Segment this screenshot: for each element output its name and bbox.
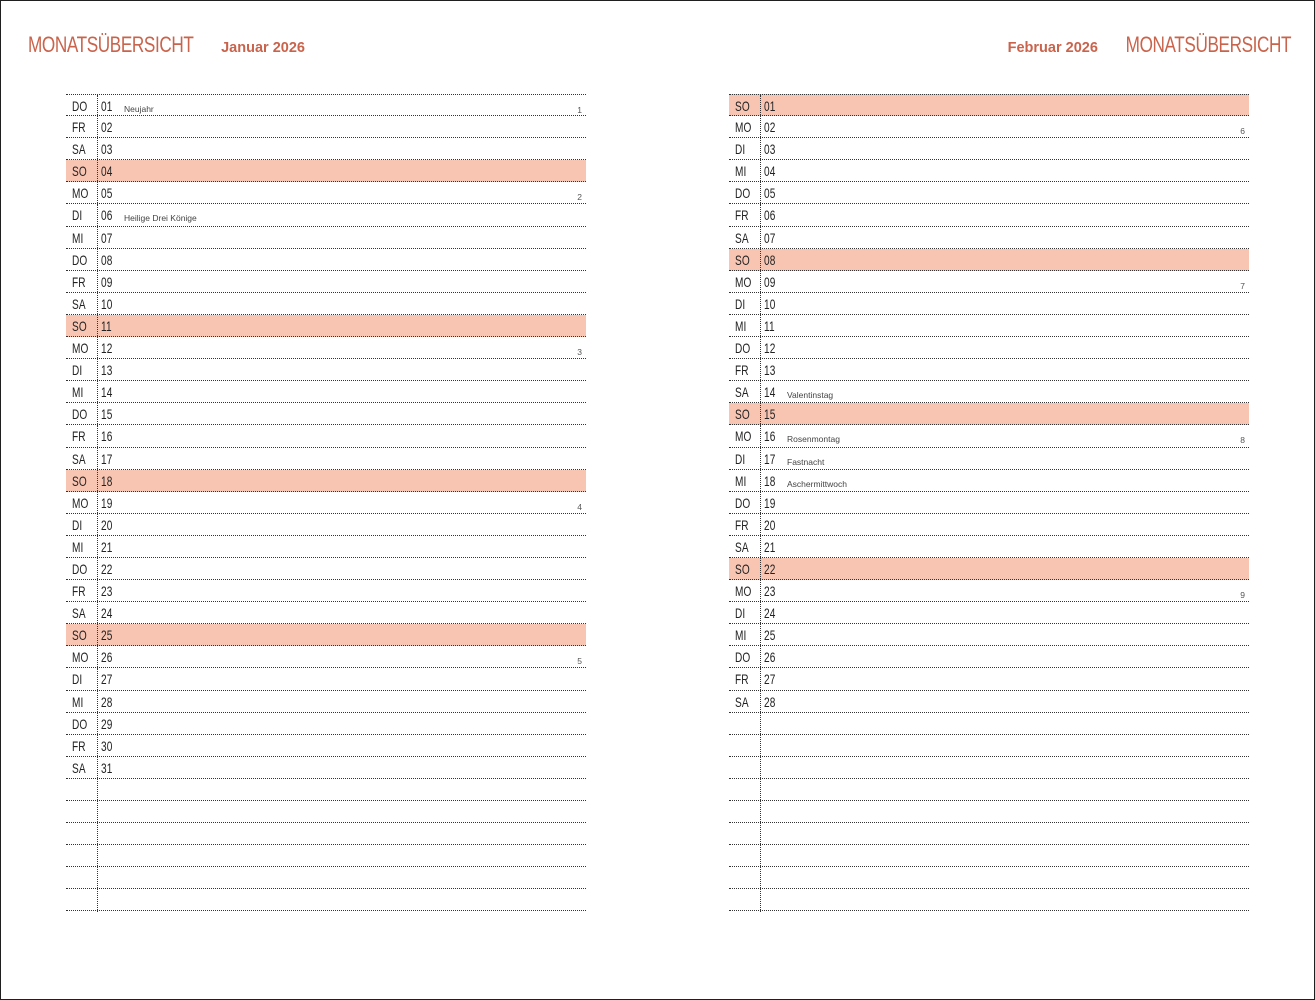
weekday-label: DI [735, 295, 746, 312]
day-number: 05 [101, 185, 113, 202]
weekday-label: DI [735, 450, 746, 467]
day-row [729, 315, 1249, 337]
weekday-label: DI [72, 362, 83, 379]
day-number: 02 [101, 119, 113, 136]
column-divider [97, 558, 98, 581]
column-divider [97, 470, 98, 493]
day-number: 12 [101, 340, 113, 357]
day-row [729, 536, 1249, 558]
day-row [729, 558, 1249, 580]
column-divider [760, 536, 761, 559]
weekday-label: MO [72, 185, 89, 202]
day-row [729, 271, 1249, 293]
day-row [729, 204, 1249, 226]
column-divider [760, 558, 761, 581]
weekday-label: MI [72, 384, 84, 401]
day-row [729, 337, 1249, 359]
column-divider [760, 315, 761, 338]
day-number: 21 [101, 538, 113, 555]
day-row [729, 514, 1249, 536]
column-divider [760, 337, 761, 360]
empty-row [729, 713, 1249, 735]
weekday-label: DO [72, 98, 88, 114]
day-row [66, 757, 586, 779]
weekday-label: SO [72, 163, 87, 180]
day-row [66, 293, 586, 315]
column-divider [760, 624, 761, 647]
weekday-label: DI [72, 671, 83, 688]
day-number: 04 [764, 163, 776, 180]
day-number: 19 [764, 494, 776, 511]
day-number: 01 [101, 98, 113, 114]
day-row [66, 271, 586, 293]
column-divider [97, 227, 98, 250]
column-divider [97, 735, 98, 758]
weekday-label: FR [72, 119, 86, 136]
column-divider [760, 95, 761, 117]
day-number: 23 [764, 583, 776, 600]
column-divider [760, 867, 761, 890]
column-divider [97, 403, 98, 426]
column-divider [760, 160, 761, 183]
day-number: 07 [101, 229, 113, 246]
day-row [66, 646, 586, 668]
column-divider [97, 691, 98, 714]
weekday-label: DO [735, 494, 751, 511]
day-row [66, 580, 586, 602]
column-divider [760, 801, 761, 824]
column-divider [97, 381, 98, 404]
day-row [729, 691, 1249, 713]
day-row [729, 668, 1249, 690]
weekday-label: DI [735, 141, 746, 158]
column-divider [760, 116, 761, 139]
column-divider [760, 602, 761, 625]
weekday-label: MO [735, 273, 752, 290]
day-number: 16 [764, 428, 776, 445]
empty-row [729, 801, 1249, 823]
weekday-label: MI [735, 317, 747, 334]
day-number: 10 [101, 295, 113, 312]
column-divider [97, 448, 98, 471]
day-number: 31 [101, 759, 113, 776]
weekday-label: DO [735, 185, 751, 202]
empty-row [729, 889, 1249, 911]
column-divider [760, 713, 761, 736]
column-divider [97, 249, 98, 272]
week-number: 8 [1240, 435, 1245, 446]
weekday-label: MI [72, 693, 84, 710]
day-row [66, 204, 586, 226]
day-row [729, 94, 1249, 116]
day-number: 20 [101, 516, 113, 533]
column-divider [97, 779, 98, 802]
weekday-label: SO [72, 472, 87, 489]
column-divider [97, 624, 98, 647]
weekday-label: SA [735, 538, 749, 555]
day-list [729, 94, 1249, 911]
column-divider [760, 757, 761, 780]
day-number: 11 [764, 317, 775, 334]
day-row [66, 227, 586, 249]
day-row [66, 713, 586, 735]
day-number: 28 [101, 693, 113, 710]
column-divider [97, 536, 98, 559]
day-number: 22 [764, 560, 776, 577]
weekday-label: SA [72, 141, 86, 158]
day-row [729, 602, 1249, 624]
weekday-label: SA [735, 384, 749, 401]
day-row [729, 580, 1249, 602]
day-row [66, 425, 586, 447]
day-number: 14 [101, 384, 113, 401]
day-row [729, 116, 1249, 138]
weekday-label: MI [735, 627, 747, 644]
day-number: 23 [101, 583, 113, 600]
day-row [729, 227, 1249, 249]
day-row [66, 249, 586, 271]
weekday-label: FR [735, 362, 749, 379]
weekday-label: MI [735, 472, 747, 489]
day-number: 25 [101, 627, 113, 644]
day-number: 11 [101, 317, 112, 334]
weekday-label: FR [735, 207, 749, 224]
week-number: 9 [1240, 590, 1245, 601]
empty-row [66, 889, 586, 911]
column-divider [760, 580, 761, 603]
day-row [66, 536, 586, 558]
weekday-label: DO [72, 560, 88, 577]
day-number: 24 [101, 605, 113, 622]
weekday-label: FR [72, 583, 86, 600]
column-divider [97, 867, 98, 890]
weekday-label: FR [735, 516, 749, 533]
day-row [66, 492, 586, 514]
weekday-label: DO [735, 649, 751, 666]
empty-row [66, 845, 586, 867]
column-divider [97, 823, 98, 846]
column-divider [760, 227, 761, 250]
column-divider [760, 668, 761, 691]
weekday-label: MO [72, 494, 89, 511]
day-number: 26 [101, 649, 113, 666]
day-number: 27 [101, 671, 113, 688]
weekday-label: DO [72, 251, 88, 268]
weekday-label: SA [735, 693, 749, 710]
column-divider [97, 492, 98, 515]
weekday-label: SO [735, 560, 750, 577]
column-divider [760, 271, 761, 294]
column-divider [97, 514, 98, 537]
day-row [729, 249, 1249, 271]
weekday-label: MI [72, 538, 84, 555]
day-row [66, 116, 586, 138]
column-divider [97, 801, 98, 824]
weekday-label: DO [72, 406, 88, 423]
weekday-label: SA [72, 605, 86, 622]
day-number: 07 [764, 229, 776, 246]
holiday-label: Neujahr [124, 104, 154, 114]
column-divider [760, 691, 761, 714]
day-number: 26 [764, 649, 776, 666]
day-number: 03 [101, 141, 113, 158]
column-divider [97, 889, 98, 912]
weekday-label: SA [72, 295, 86, 312]
month-title: Januar 2026 [221, 40, 305, 56]
page-header [28, 32, 305, 58]
day-row [729, 425, 1249, 447]
day-number: 18 [764, 472, 776, 489]
day-number: 13 [764, 362, 776, 379]
day-row [66, 514, 586, 536]
column-divider [97, 845, 98, 868]
empty-row [729, 735, 1249, 757]
empty-row [66, 867, 586, 889]
column-divider [97, 138, 98, 161]
week-number: 4 [577, 501, 582, 512]
page-header [1008, 32, 1291, 58]
weekday-label: FR [735, 671, 749, 688]
column-divider [760, 182, 761, 205]
day-row [729, 403, 1249, 425]
column-divider [97, 95, 98, 117]
weekday-label: DO [72, 715, 88, 732]
column-divider [760, 138, 761, 161]
week-number: 5 [577, 656, 582, 667]
day-number: 16 [101, 428, 113, 445]
weekday-label: SA [72, 759, 86, 776]
empty-row [729, 779, 1249, 801]
column-divider [760, 425, 761, 448]
day-number: 20 [764, 516, 776, 533]
day-number: 25 [764, 627, 776, 644]
day-row [66, 138, 586, 160]
weekday-label: MI [72, 229, 84, 246]
column-divider [97, 580, 98, 603]
column-divider [97, 204, 98, 227]
day-number: 12 [764, 340, 776, 357]
weekday-label: DI [72, 207, 83, 224]
day-row [66, 315, 586, 337]
day-number: 22 [101, 560, 113, 577]
day-number: 08 [764, 251, 776, 268]
column-divider [97, 425, 98, 448]
day-row [66, 624, 586, 646]
day-number: 29 [101, 715, 113, 732]
column-divider [760, 204, 761, 227]
day-number: 09 [101, 273, 113, 290]
column-divider [97, 293, 98, 316]
holiday-label: Aschermittwoch [787, 478, 847, 489]
column-divider [760, 381, 761, 404]
column-divider [760, 249, 761, 272]
weekday-label: DI [72, 516, 83, 533]
column-divider [760, 359, 761, 382]
day-number: 17 [764, 450, 776, 467]
day-number: 19 [101, 494, 113, 511]
day-number: 21 [764, 538, 776, 555]
empty-row [729, 867, 1249, 889]
day-row [729, 182, 1249, 204]
weekday-label: SO [735, 98, 750, 114]
day-row [66, 691, 586, 713]
day-row [729, 448, 1249, 470]
column-divider [97, 602, 98, 625]
week-number: 3 [577, 347, 582, 358]
day-number: 15 [101, 406, 113, 423]
column-divider [97, 182, 98, 205]
day-number: 02 [764, 119, 776, 136]
holiday-label: Heilige Drei Könige [124, 213, 197, 224]
day-row [66, 403, 586, 425]
day-row [66, 668, 586, 690]
empty-row [66, 779, 586, 801]
holiday-label: Rosenmontag [787, 434, 840, 445]
day-number: 15 [764, 406, 776, 423]
day-row [66, 558, 586, 580]
weekday-label: MO [72, 340, 89, 357]
week-number: 1 [577, 105, 582, 115]
day-row [729, 624, 1249, 646]
column-divider [97, 315, 98, 338]
day-number: 14 [764, 384, 776, 401]
weekday-label: MI [735, 163, 747, 180]
column-divider [760, 779, 761, 802]
day-row [66, 448, 586, 470]
column-divider [760, 293, 761, 316]
day-number: 13 [101, 362, 113, 379]
column-divider [760, 845, 761, 868]
weekday-label: DO [735, 340, 751, 357]
weekday-label: MO [735, 119, 752, 136]
weekday-label: FR [72, 737, 86, 754]
day-row [66, 470, 586, 492]
day-row [729, 359, 1249, 381]
weekday-label: MO [72, 649, 89, 666]
weekday-label: SA [735, 229, 749, 246]
day-row [729, 160, 1249, 182]
day-number: 06 [764, 207, 776, 224]
day-row [729, 293, 1249, 315]
column-divider [760, 403, 761, 426]
day-number: 24 [764, 605, 776, 622]
day-number: 18 [101, 472, 113, 489]
day-row [729, 646, 1249, 668]
column-divider [97, 359, 98, 382]
day-number: 28 [764, 693, 776, 710]
weekday-label: SO [735, 251, 750, 268]
day-row [66, 381, 586, 403]
column-divider [97, 337, 98, 360]
day-number: 10 [764, 295, 776, 312]
day-row [66, 602, 586, 624]
day-number: 04 [101, 163, 113, 180]
column-divider [760, 514, 761, 537]
day-number: 08 [101, 251, 113, 268]
day-number: 03 [764, 141, 776, 158]
column-divider [97, 160, 98, 183]
weekday-label: SO [735, 406, 750, 423]
day-row [66, 182, 586, 204]
day-row [729, 470, 1249, 492]
weekday-label: SO [72, 317, 87, 334]
day-row [66, 94, 586, 116]
week-number: 6 [1240, 126, 1245, 137]
holiday-label: Fastnacht [787, 456, 825, 467]
section-title: MONATSÜBERSICHT [28, 32, 194, 57]
month-title: Februar 2026 [1007, 40, 1098, 56]
column-divider [97, 646, 98, 669]
column-divider [760, 735, 761, 758]
section-title: MONATSÜBERSICHT [1125, 32, 1291, 57]
day-row [729, 138, 1249, 160]
column-divider [760, 492, 761, 515]
weekday-label: MO [735, 428, 752, 445]
day-number: 01 [764, 98, 776, 114]
column-divider [760, 889, 761, 912]
empty-row [729, 757, 1249, 779]
column-divider [760, 470, 761, 493]
day-row [729, 381, 1249, 403]
holiday-label: Valentinstag [787, 390, 834, 401]
day-list [66, 94, 586, 911]
day-number: 06 [101, 207, 113, 224]
weekday-label: DI [735, 605, 746, 622]
week-number: 2 [577, 192, 582, 203]
column-divider [760, 448, 761, 471]
column-divider [97, 116, 98, 139]
column-divider [97, 713, 98, 736]
column-divider [760, 646, 761, 669]
weekday-label: FR [72, 273, 86, 290]
day-number: 17 [101, 450, 113, 467]
weekday-label: SA [72, 450, 86, 467]
day-row [66, 337, 586, 359]
week-number: 7 [1240, 280, 1245, 291]
weekday-label: SO [72, 627, 87, 644]
day-row [66, 735, 586, 757]
column-divider [760, 823, 761, 846]
empty-row [729, 845, 1249, 867]
day-row [66, 160, 586, 182]
empty-row [66, 801, 586, 823]
day-row [66, 359, 586, 381]
empty-row [66, 823, 586, 845]
weekday-label: FR [72, 428, 86, 445]
column-divider [97, 668, 98, 691]
day-number: 09 [764, 273, 776, 290]
day-row [729, 492, 1249, 514]
empty-row [729, 823, 1249, 845]
column-divider [97, 271, 98, 294]
weekday-label: MO [735, 583, 752, 600]
column-divider [97, 757, 98, 780]
day-number: 05 [764, 185, 776, 202]
day-number: 30 [101, 737, 113, 754]
day-number: 27 [764, 671, 776, 688]
